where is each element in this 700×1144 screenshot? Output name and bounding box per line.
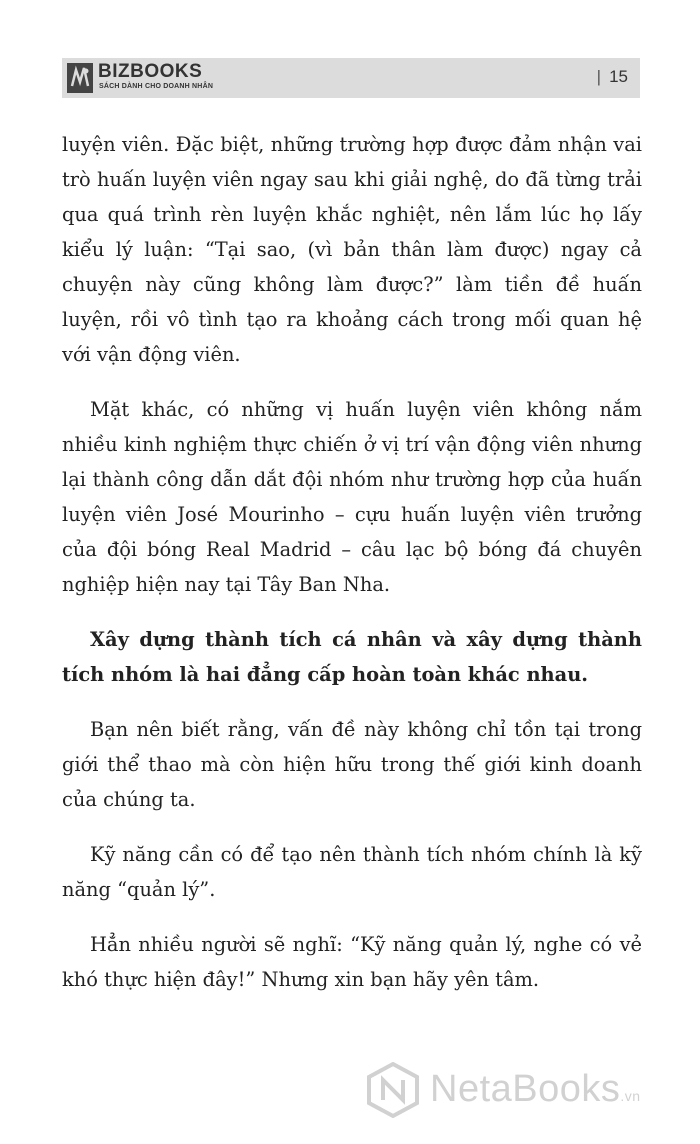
paragraph: Bạn nên biết rằng, vấn đề này không chỉ tồn tại trong giới thể thao mà còn hiện hữu trong thế giới kinh doanh của chúng ta.: [62, 718, 642, 811]
watermark-name: NetaBooks: [430, 1068, 621, 1110]
watermark-suffix: .vn: [620, 1088, 641, 1104]
brand-name: BIZBOOKS: [98, 61, 203, 82]
netabooks-watermark: [366, 1058, 696, 1128]
emphasis-paragraph: Xây dựng thành tích cá nhân và xây dựng thành tích nhóm là hai đẳng cấp hoàn toàn khác nhau.: [62, 628, 642, 686]
page-number: 15: [609, 67, 628, 86]
bizbooks-emblem-icon: [66, 62, 94, 94]
watermark-text: [430, 1068, 641, 1111]
page-number-separator: |: [596, 67, 602, 86]
paragraph: Kỹ năng cần có để tạo nên thành tích nhóm chính là kỹ năng “quản lý”.: [62, 843, 642, 901]
brand-tagline: SÁCH DÀNH CHO DOANH NHÂN: [99, 83, 214, 90]
paragraph: Hẳn nhiều người sẽ nghĩ: “Kỹ năng quản lý, nghe có vẻ khó thực hiện đây!” Nhưng xin bạn hãy yên tâm.: [62, 933, 642, 991]
neta-logo-icon: [366, 1062, 420, 1118]
bizbooks-logo: [64, 58, 264, 98]
page-header: [62, 58, 640, 98]
page-number-block: [597, 67, 628, 87]
page-body: [62, 127, 642, 1017]
paragraph: Mặt khác, có những vị huấn luyện viên không nắm nhiều kinh nghiệm thực chiến ở vị trí vận động viên nhưng lại thành công dẫn dắt đội nhóm như trường hợp của huấn luyện viên José Mourinho – cựu huấn luyện viên trưởng của đội bóng Real Madrid – câu lạc bộ bóng đá chuyên nghiệp hiện nay tại Tây Ban Nha.: [62, 398, 642, 596]
paragraph: luyện viên. Đặc biệt, những trường hợp được đảm nhận vai trò huấn luyện viên ngay sau khi giải nghệ, do đã từng trải qua quá trình rèn luyện khắc nghiệt, nên lắm lúc họ lấy kiểu lý luận: “Tại sao, (vì bản thân làm được) ngay cả chuyện này cũng không làm được?” làm tiền đề huấn luyện, rồi vô tình tạo ra khoảng cách trong mối quan hệ với vận động viên.: [62, 133, 642, 366]
